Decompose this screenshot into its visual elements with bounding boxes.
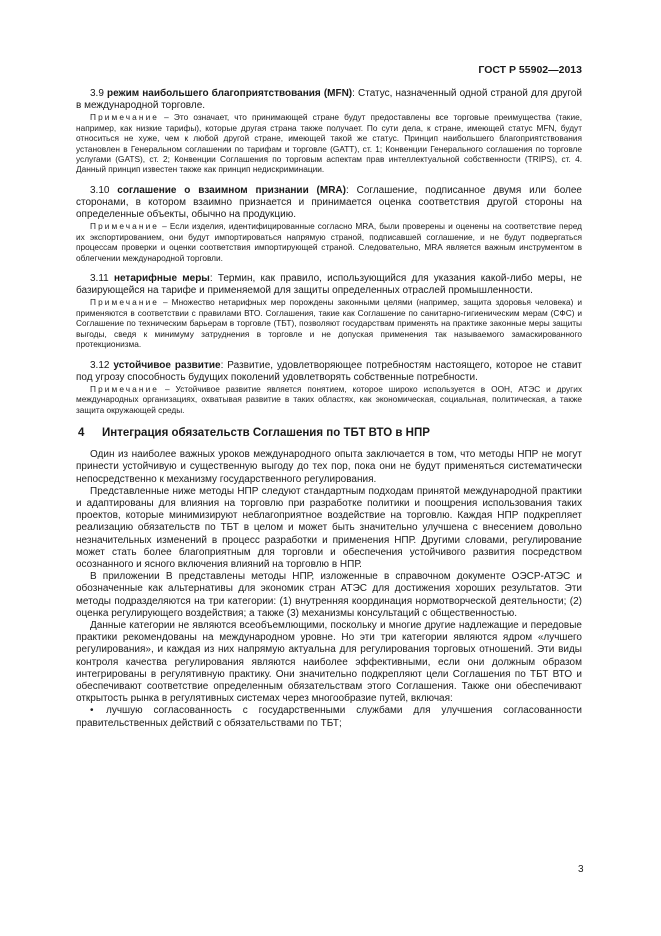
page-number: 3 <box>578 864 584 875</box>
note-text: – Это означает, что принимающей стране будут предоставлены все торговые преимущества (такие, например, как низкие тарифы), которые другая страна также получает. По сути дела, к стране, имеющей статус MFN, будут относиться не хуже, чем к любой другой стране, имеющей такой же статус. Принцип наибольшего благоприятствования установлен в Генеральном соглашении по тарифам и торговле (GATT), ст. 1; Конвенции Генерального соглашения по торговле услугами (GATS), ст. 2; Конвенции Соглашения по торговым аспектам прав интеллектуальной собственности (TRIPS), ст. 4. Данный принцип известен также как принцип недискриминации. <box>76 112 582 175</box>
term-note <box>76 221 582 263</box>
bullet-icon: • <box>90 705 94 717</box>
body-paragraph: Представленные ниже методы НПР следуют стандартным подходам принятой международной практики и адаптированы для влияния на торговлю при разработке политики и поощрения использования таких проектов, которые минимизируют неблагоприятное воздействие на торговлю. Каждая НПР подкрепляет реализацию обязательств по ТБТ в целом и может быть значительно улучшена с внесением довольно незначительных изменений в процесс разработки и применения НПР. Другими словами, регулирование может стать более благоприятным для торговли и обеспечения устойчивого развития посредством осознанного и ясного включения влияний на торговлю в НПР. <box>76 485 582 570</box>
note-label: Примечание <box>90 297 160 308</box>
section-number: 4 <box>78 427 85 440</box>
term-note <box>76 112 582 174</box>
term-entry <box>76 88 582 175</box>
term-definition <box>76 185 582 222</box>
body-paragraph: Данные категории не являются всеобъемлющими, поскольку и многие другие надлежащие и передовые практики рекомендованы на международном уровне. Но эти три категории являются ядром «лучшего регулирования», и каждая из них напрямую актуальна для регулирования торговых отношений. Эти виды контроля качества регулирования являются наиболее эффективными, если они должным образом интегрированы в регулятивную практику. Они значительно подкрепляют цели Соглашения по ТБТ ВТО и обеспечивают соответствие определенным обязательствам этого Соглашения. Также они обеспечивают открытость рынка в регулятивных системах через многообразие путей, включая: <box>76 619 582 705</box>
term-name: соглашение о взаимном признании (MRA) <box>117 184 346 196</box>
note-label: Примечание <box>90 221 160 232</box>
note-text: – Устойчивое развитие является понятием, которое широко используется в ООН, АТЭС и других международных организациях, охватывая развитие в таких областях, как экономическая, социальная, политическая, а также защита окружающей среды. <box>76 383 582 415</box>
body-paragraph: В приложении В представлены методы НПР, изложенные в справочном документе ОЭСР-АТЭС и обозначенные как альтернативы для экономик стран АТЭС для достижения хороших результатов. Эти методы подразделяются на три категории: (1) внутренняя координация нормотворческой деятельности; (2) оценка регулирующего воздействия; а также (3) механизмы консультаций с общественностью. <box>76 571 582 619</box>
term-number: 3.10 <box>90 184 110 196</box>
term-definition-text: : Соглашение, подписанное двумя или более сторонами, в котором взаимно признается и принимается оценка соответствия другой стороны на определенные объекты, обычно на продукцию. <box>76 184 582 221</box>
term-name: устойчивое развитие <box>113 359 221 371</box>
term-definition-text: : Развитие, удовлетворяющее потребностям настоящего, которое не ставит под угрозу способность будущих поколений удовлетворять собственные потребности. <box>76 359 583 383</box>
term-definition <box>76 88 582 112</box>
body-paragraph: Один из наиболее важных уроков международного опыта заключается в том, что методы НПР не могут принести устойчивую и существенную выгоду до тех пор, пока они не будут применяться систематически непосредственно к механизму государственного регулирования. <box>76 449 582 485</box>
document-header: ГОСТ Р 55902—2013 <box>478 64 582 76</box>
term-name: нетарифные меры <box>113 273 210 285</box>
section-heading <box>76 427 582 439</box>
bullet-text: лучшую согласованность с государственными службами для улучшения согласованности правительственных действий с обязательствами по ТБТ; <box>76 705 582 729</box>
term-number: 3.9 <box>90 88 104 99</box>
term-definition-text: : Термин, как правило, использующийся для указания какой-либо меры, не базирующейся на тарифе и применяемой для защиты определенных отраслей промышленности. <box>76 273 583 297</box>
term-entry <box>76 185 582 263</box>
term-name: режим наибольшего благоприятствования (MFN) <box>107 88 353 99</box>
document-body <box>76 88 582 730</box>
note-text: – Множество нетарифных мер порождены законными целями (например, защита здоровья человека) и применяются в соответствии с правилами ВТО. Соглашения, такие как Соглашение по санитарно-гигиеническим мерам (СФС) и Соглашение по техническим барьерам в торговле (ТБТ), позволяют государствам применять на практике законные меры защиты выгоды, сведя к минимуму затруднения в торговле и не допуская применения так называемого замаскированного протекционизма. <box>76 297 582 350</box>
term-entry <box>76 360 582 416</box>
term-number: 3.11 <box>90 273 109 285</box>
term-note <box>76 297 582 349</box>
bullet-item <box>76 705 582 729</box>
section-title: Интеграция обязательств Соглашения по ТБТ ВТО в НПР <box>102 427 430 440</box>
note-label: Примечание <box>90 112 160 123</box>
note-text: – Если изделия, идентифицированные согласно MRA, были проверены и оценены на соответствие перед их экспортированием, они будут импортироваться напрямую страной, подписавшей соглашение, и не будут подвергаться процессам проверки и оценки соответствия импортирующей страной. Следовательно, MRA является важным инструментом в облегчении международной торговли. <box>76 221 582 263</box>
term-entry <box>76 273 582 349</box>
note-label: Примечание <box>90 383 160 394</box>
term-definition <box>76 273 582 297</box>
term-note <box>76 384 582 415</box>
term-number: 3.12 <box>90 359 110 371</box>
term-definition-text: : Статус, назначенный одной страной для другой в международной торговле. <box>76 88 583 112</box>
term-definition <box>76 360 582 384</box>
